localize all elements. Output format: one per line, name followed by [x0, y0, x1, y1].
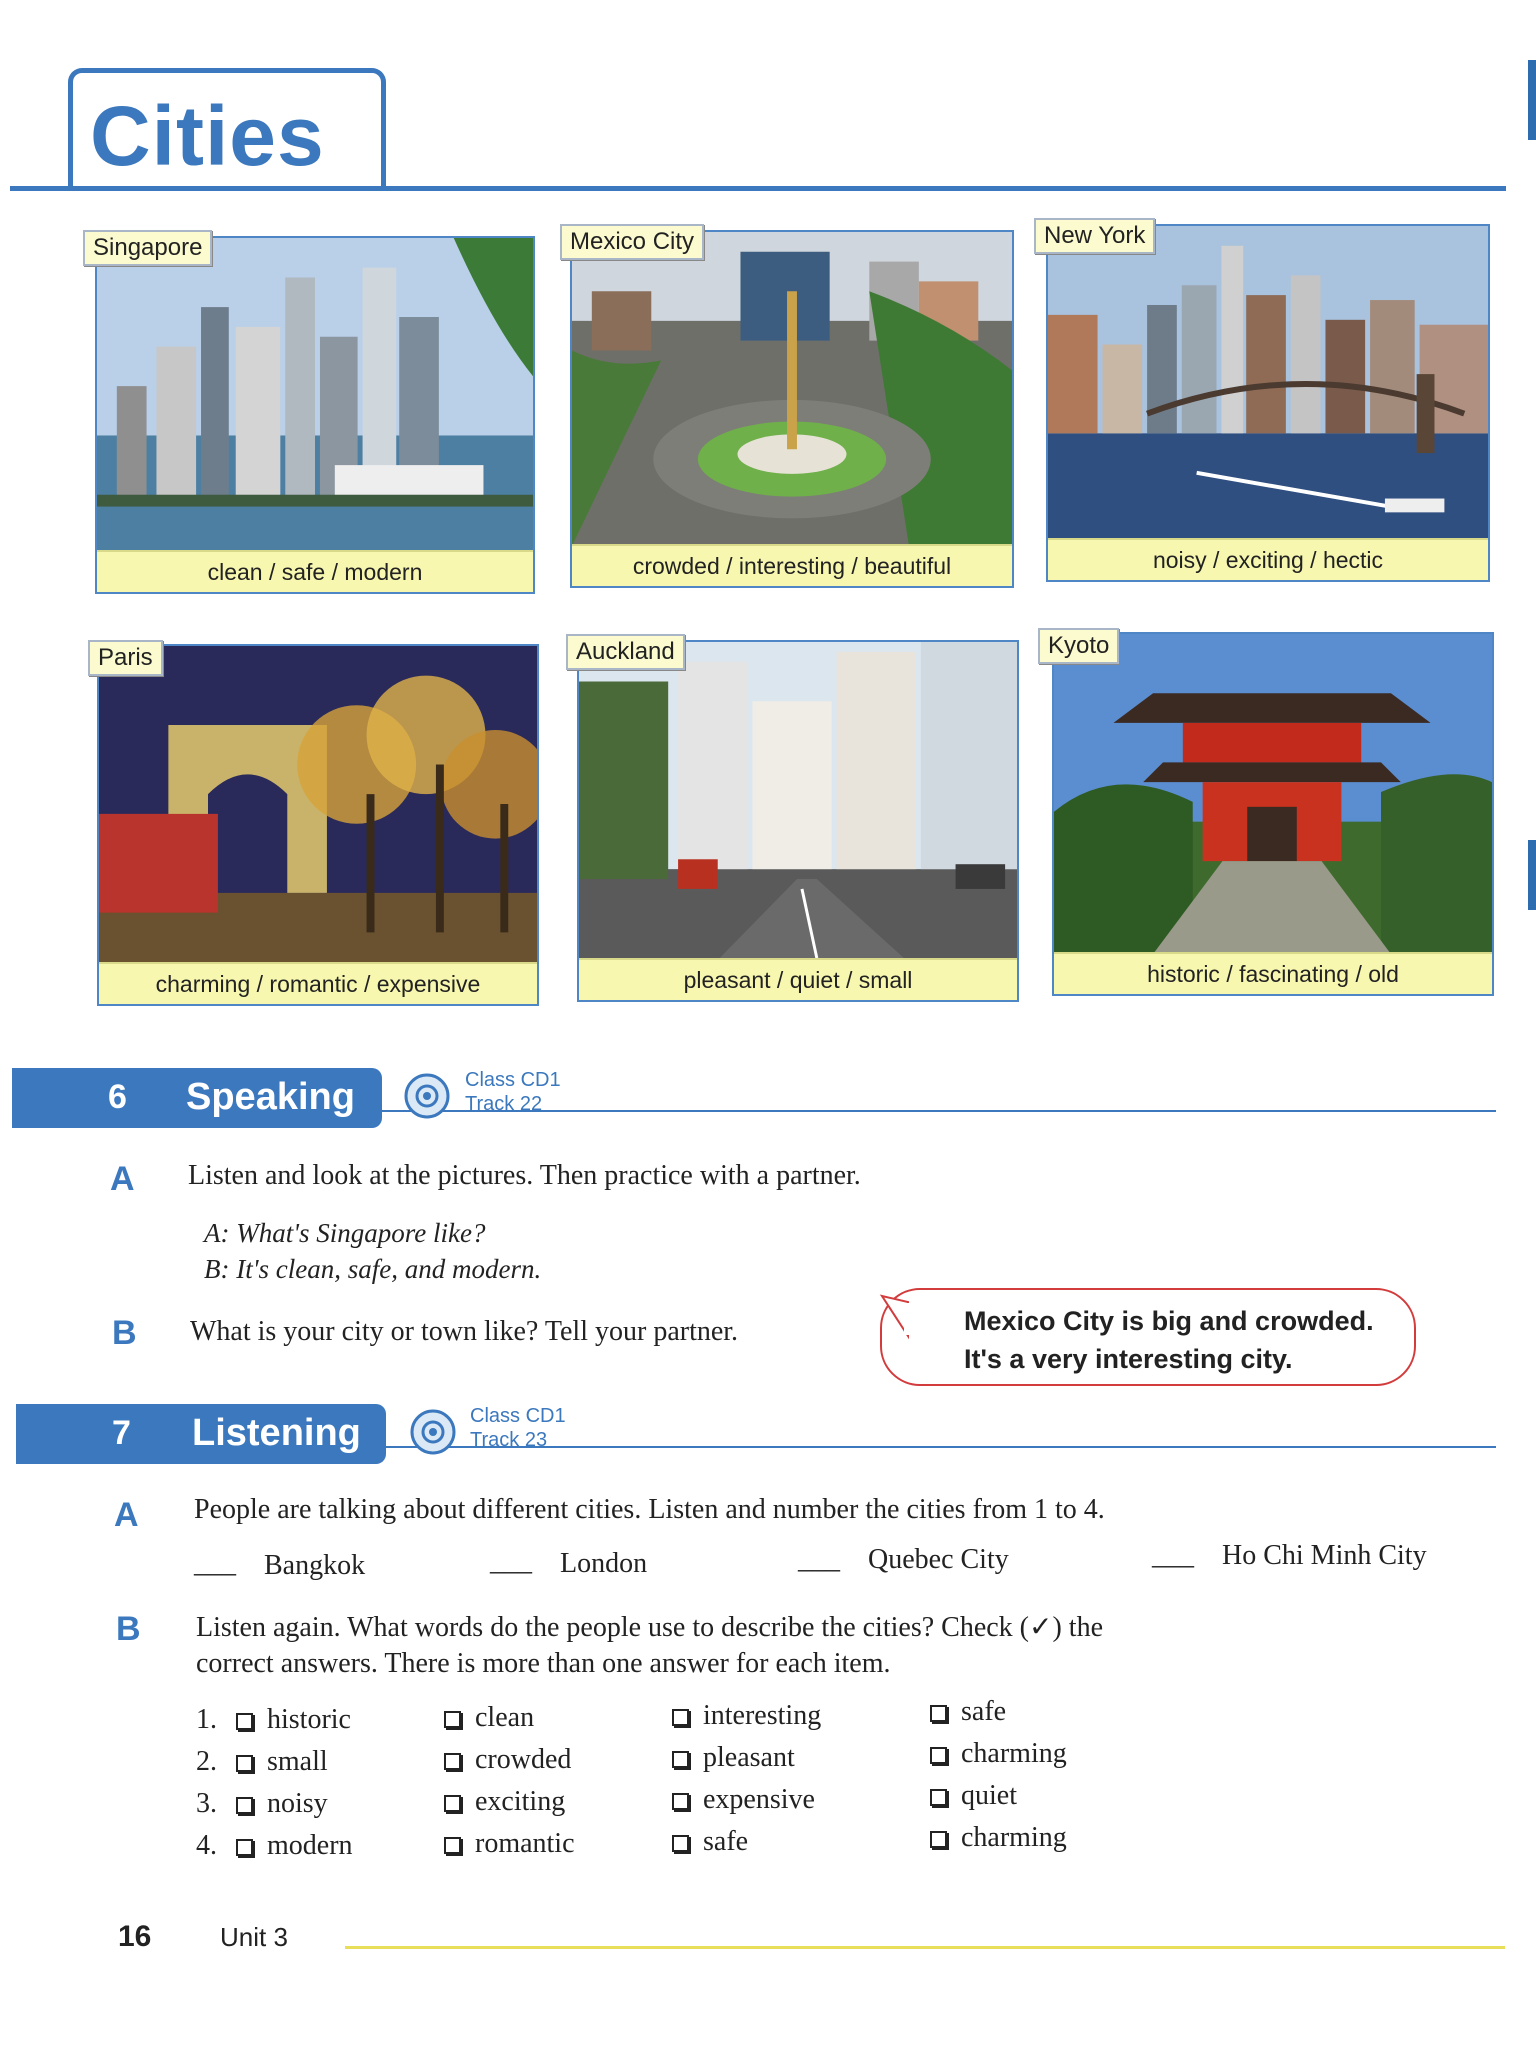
speech-bubble-text	[964, 1302, 1374, 1378]
check-row-number: 4.	[196, 1830, 217, 1861]
singapore-photo	[97, 238, 533, 552]
track-label: Track 22	[465, 1093, 543, 1115]
checkbox-icon[interactable]	[930, 1705, 947, 1722]
instruction-text: Listen again. What words do the people use to describe the cities? Check (✓) the	[196, 1612, 1103, 1643]
number-blank[interactable]: ___	[798, 1544, 840, 1575]
footer-rule	[345, 1946, 1505, 1949]
city-card-auckland	[577, 640, 1019, 1002]
cd-label: Class CD1	[470, 1405, 566, 1427]
checkbox-icon[interactable]	[444, 1795, 461, 1812]
page-title: Cities	[90, 89, 325, 183]
check-option[interactable]	[236, 1830, 353, 1862]
section-title: Listening	[192, 1412, 361, 1454]
checkbox-icon[interactable]	[672, 1751, 689, 1768]
paris-photo	[99, 646, 537, 964]
city-card-singapore	[95, 236, 535, 594]
checkbox-icon[interactable]	[930, 1747, 947, 1764]
checkbox-icon[interactable]	[236, 1797, 253, 1814]
check-option[interactable]	[930, 1822, 1067, 1854]
city-option: Ho Chi Minh City	[1222, 1540, 1427, 1571]
checkbox-icon[interactable]	[672, 1793, 689, 1810]
check-row-number: 1.	[196, 1704, 217, 1735]
check-option-label: historic	[267, 1704, 351, 1735]
check-option[interactable]	[444, 1702, 534, 1734]
cd-label: Class CD1	[465, 1069, 561, 1091]
check-option-label: small	[267, 1746, 328, 1777]
auckland-photo	[579, 642, 1017, 960]
city-card-paris	[97, 644, 539, 1006]
check-option[interactable]	[236, 1788, 328, 1820]
cd-track-info	[465, 1068, 561, 1116]
check-option[interactable]	[930, 1780, 1017, 1812]
check-option[interactable]	[672, 1700, 821, 1732]
exercise-letter: A	[110, 1160, 135, 1198]
dialog-line: B: It's clean, safe, and modern.	[204, 1254, 542, 1284]
city-option: Bangkok	[264, 1550, 366, 1581]
city-caption: clean / safe / modern	[97, 550, 533, 592]
city-label: Mexico City	[560, 224, 704, 260]
city-label: Kyoto	[1038, 628, 1119, 664]
checkbox-icon[interactable]	[930, 1831, 947, 1848]
section-number: 6	[108, 1078, 127, 1116]
check-option-label: charming	[961, 1822, 1067, 1853]
check-option-label: expensive	[703, 1784, 815, 1815]
exercise-letter: B	[116, 1610, 141, 1648]
city-caption: historic / fascinating / old	[1054, 952, 1492, 994]
dialog-line: A: What's Singapore like?	[204, 1218, 486, 1248]
city-label: New York	[1034, 218, 1155, 254]
city-card-kyoto	[1052, 632, 1494, 996]
number-blank[interactable]: ___	[490, 1546, 532, 1577]
check-option-label: safe	[703, 1826, 749, 1857]
bubble-line: It's a very interesting city.	[964, 1344, 1293, 1374]
speech-bubble-tail	[870, 1294, 910, 1340]
check-option-label: quiet	[961, 1780, 1017, 1811]
title-rule	[10, 186, 1506, 191]
city-caption: charming / romantic / expensive	[99, 962, 537, 1004]
city-caption: pleasant / quiet / small	[579, 958, 1017, 1000]
city-card-new-york	[1046, 224, 1490, 582]
new-york-photo	[1048, 226, 1488, 540]
check-option[interactable]	[444, 1744, 571, 1776]
check-option[interactable]	[236, 1746, 328, 1778]
city-label: Auckland	[566, 634, 685, 670]
bubble-line: Mexico City is big and crowded.	[964, 1306, 1374, 1336]
page-number: 16	[118, 1920, 152, 1953]
checkbox-icon[interactable]	[236, 1755, 253, 1772]
checkbox-icon[interactable]	[672, 1709, 689, 1726]
check-option-label: exciting	[475, 1786, 566, 1817]
edge-mark	[1528, 840, 1536, 910]
exercise-letter: A	[114, 1496, 139, 1534]
city-caption: noisy / exciting / hectic	[1048, 538, 1488, 580]
check-option[interactable]	[672, 1742, 795, 1774]
checkbox-icon[interactable]	[672, 1835, 689, 1852]
city-option: Quebec City	[868, 1544, 1009, 1575]
city-label: Singapore	[83, 230, 212, 266]
number-blank[interactable]: ___	[194, 1548, 236, 1579]
check-option[interactable]	[444, 1828, 575, 1860]
instruction-text: What is your city or town like? Tell your partner.	[190, 1316, 739, 1347]
cd-icon	[404, 1073, 450, 1119]
checkbox-icon[interactable]	[444, 1837, 461, 1854]
check-option-label: crowded	[475, 1744, 572, 1775]
check-option[interactable]	[930, 1738, 1067, 1770]
check-row-number: 2.	[196, 1746, 217, 1777]
city-caption: crowded / interesting / beautiful	[572, 544, 1012, 586]
unit-label: Unit 3	[220, 1922, 288, 1952]
check-option[interactable]	[672, 1826, 748, 1858]
checkbox-icon[interactable]	[444, 1711, 461, 1728]
track-label: Track 23	[470, 1429, 548, 1451]
check-option-label: interesting	[703, 1700, 822, 1731]
instruction-text: People are talking about different cities. Listen and number the cities from 1 to 4.	[194, 1494, 1105, 1525]
checkbox-icon[interactable]	[444, 1753, 461, 1770]
city-label: Paris	[88, 640, 163, 676]
cd-track-info	[470, 1404, 566, 1452]
section-title: Speaking	[186, 1076, 355, 1118]
check-option[interactable]	[930, 1696, 1006, 1728]
section-number: 7	[112, 1414, 131, 1452]
edge-mark	[1528, 60, 1536, 140]
instruction-text: Listen and look at the pictures. Then practice with a partner.	[188, 1160, 861, 1191]
check-option-label: romantic	[475, 1828, 575, 1859]
city-option: London	[560, 1548, 648, 1579]
section-header-speaking	[12, 1068, 382, 1128]
check-option-label: pleasant	[703, 1742, 795, 1773]
check-option-label: charming	[961, 1738, 1067, 1769]
check-option-label: clean	[475, 1702, 535, 1733]
check-option[interactable]	[672, 1784, 815, 1816]
instruction-text: correct answers. There is more than one answer for each item.	[196, 1648, 891, 1679]
exercise-letter: B	[112, 1314, 137, 1352]
cd-icon	[410, 1409, 456, 1455]
checkbox-icon[interactable]	[930, 1789, 947, 1806]
kyoto-photo	[1054, 634, 1492, 954]
check-option[interactable]	[444, 1786, 565, 1818]
section-header-listening	[16, 1404, 386, 1464]
check-option-label: modern	[267, 1830, 353, 1861]
check-option[interactable]	[236, 1704, 351, 1736]
check-row-number: 3.	[196, 1788, 217, 1819]
check-option-label: safe	[961, 1696, 1007, 1727]
mexico-city-photo	[572, 232, 1012, 546]
number-blank[interactable]: ___	[1152, 1540, 1194, 1571]
checkbox-icon[interactable]	[236, 1713, 253, 1730]
checkbox-icon[interactable]	[236, 1839, 253, 1856]
check-option-label: noisy	[267, 1788, 328, 1819]
city-card-mexico-city	[570, 230, 1014, 588]
